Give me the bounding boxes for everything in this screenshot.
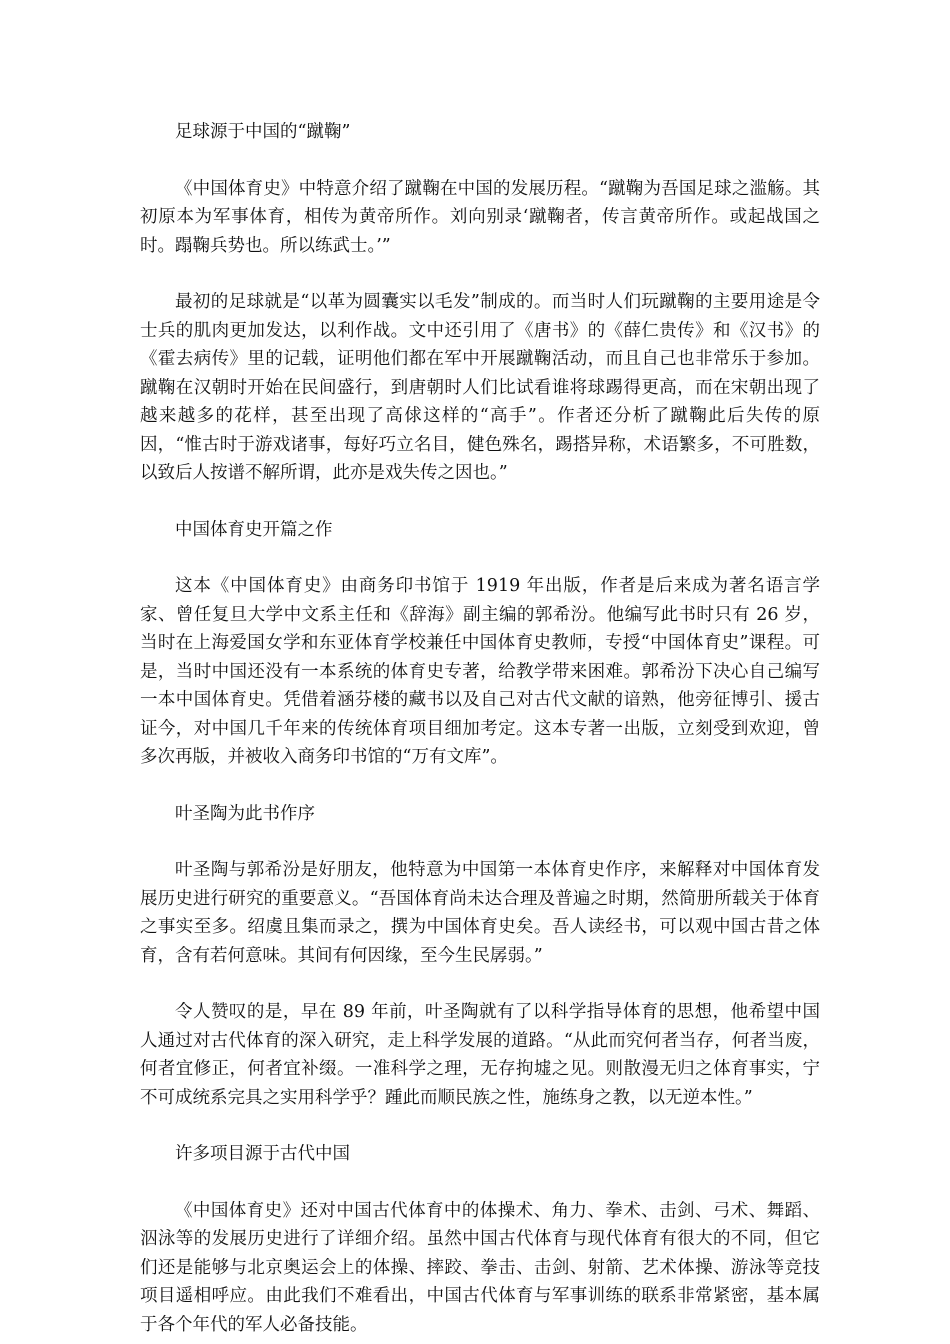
paragraph: 令人赞叹的是，早在 89 年前，叶圣陶就有了以科学指导体育的思想，他希望中国人通过对古代体育的深入研究，走上科学发展的道路。“从此而究何者当存，何者当废，何者宜修正，何者宜补缀。一准科学之理，无存拘墟之见。则散漫无归之体育事实，宁不可成统系完具之实用科学乎？踵此而顺民族之性，施练身之教，以无逆本性。” [140,1002,820,1108]
paragraph: 《中国体育史》中特意介绍了蹴鞠在中国的发展历程。“蹴鞠为吾国足球之滥觞。其初原本为军事体育，相传为黄帝所作。刘向别录‘蹴鞠者，传言黄帝所作。或起战国之时。蹋鞠兵势也。所以练武士。’” [140,178,820,256]
section-heading: 足球源于中国的“蹴鞠” [175,122,351,142]
section-heading: 许多项目源于古代中国 [175,1144,350,1164]
paragraph: 叶圣陶与郭希汾是好朋友，他特意为中国第一本体育史作序，来解释对中国体育发展历史进行研究的重要意义。“吾国体育尚未达合理及普遍之时期，然简册所载关于体育之事实至多。绍虞且集而录之，撰为中国体育史矣。吾人读经书，可以观中国古昔之体育，含有若何意味。其间有何因缘，至今生民孱弱。” [140,860,820,966]
paragraph: 最初的足球就是“以革为圆囊实以毛发”制成的。而当时人们玩蹴鞠的主要用途是令士兵的肌肉更加发达，以利作战。文中还引用了《唐书》的《薛仁贵传》和《汉书》的《霍去病传》里的记载，证明他们都在军中开展蹴鞠活动，而且自己也非常乐于参加。蹴鞠在汉朝时开始在民间盛行，到唐朝时人们比试看谁将球踢得更高，而在宋朝出现了越来越多的花样，甚至出现了高俅这样的“高手”。作者还分析了蹴鞠此后失传的原因，“惟古时于游戏诸事，每好巧立名目，健色殊名，踢搭异称，术语繁多，不可胜数，以致后人按谱不解所谓，此亦是戏失传之因也。” [140,292,820,483]
document-page [140,118,820,1339]
paragraph: 《中国体育史》还对中国古代体育中的体操术、角力、拳术、击剑、弓术、舞蹈、泅泳等的发展历史进行了详细介绍。虽然中国古代体育与现代体育有很大的不同，但它们还是能够与北京奥运会上的体操、摔跤、拳击、击剑、射箭、艺术体操、游泳等竞技项目遥相呼应。由此我们不难看出，中国古代体育与军事训练的联系非常紧密，基本属于各个年代的军人必备技能。 [140,1200,820,1335]
section-heading: 叶圣陶为此书作序 [175,803,315,824]
section-heading: 中国体育史开篇之作 [175,519,333,540]
paragraph: 这本《中国体育史》由商务印书馆于 1919 年出版，作者是后来成为著名语言学家、曾任复旦大学中文系主任和《辞海》副主编的郭希汾。他编写此书时只有 26 岁，当时在上海爱国女学和东亚体育学校兼任中国体育史教师，专授“中国体育史”课程。可是，当时中国还没有一本系统的体育史专著，给教学带来困难。郭希汾下决心自己编写一本中国体育史。凭借着涵芬楼的藏书以及自己对古代文献的谙熟，他旁征博引、援古证今，对中国几千年来的传统体育项目细加考定。这本专著一出版，立刻受到欢迎，曾多次再版，并被收入商务印书馆的“万有文库”。 [140,576,820,767]
